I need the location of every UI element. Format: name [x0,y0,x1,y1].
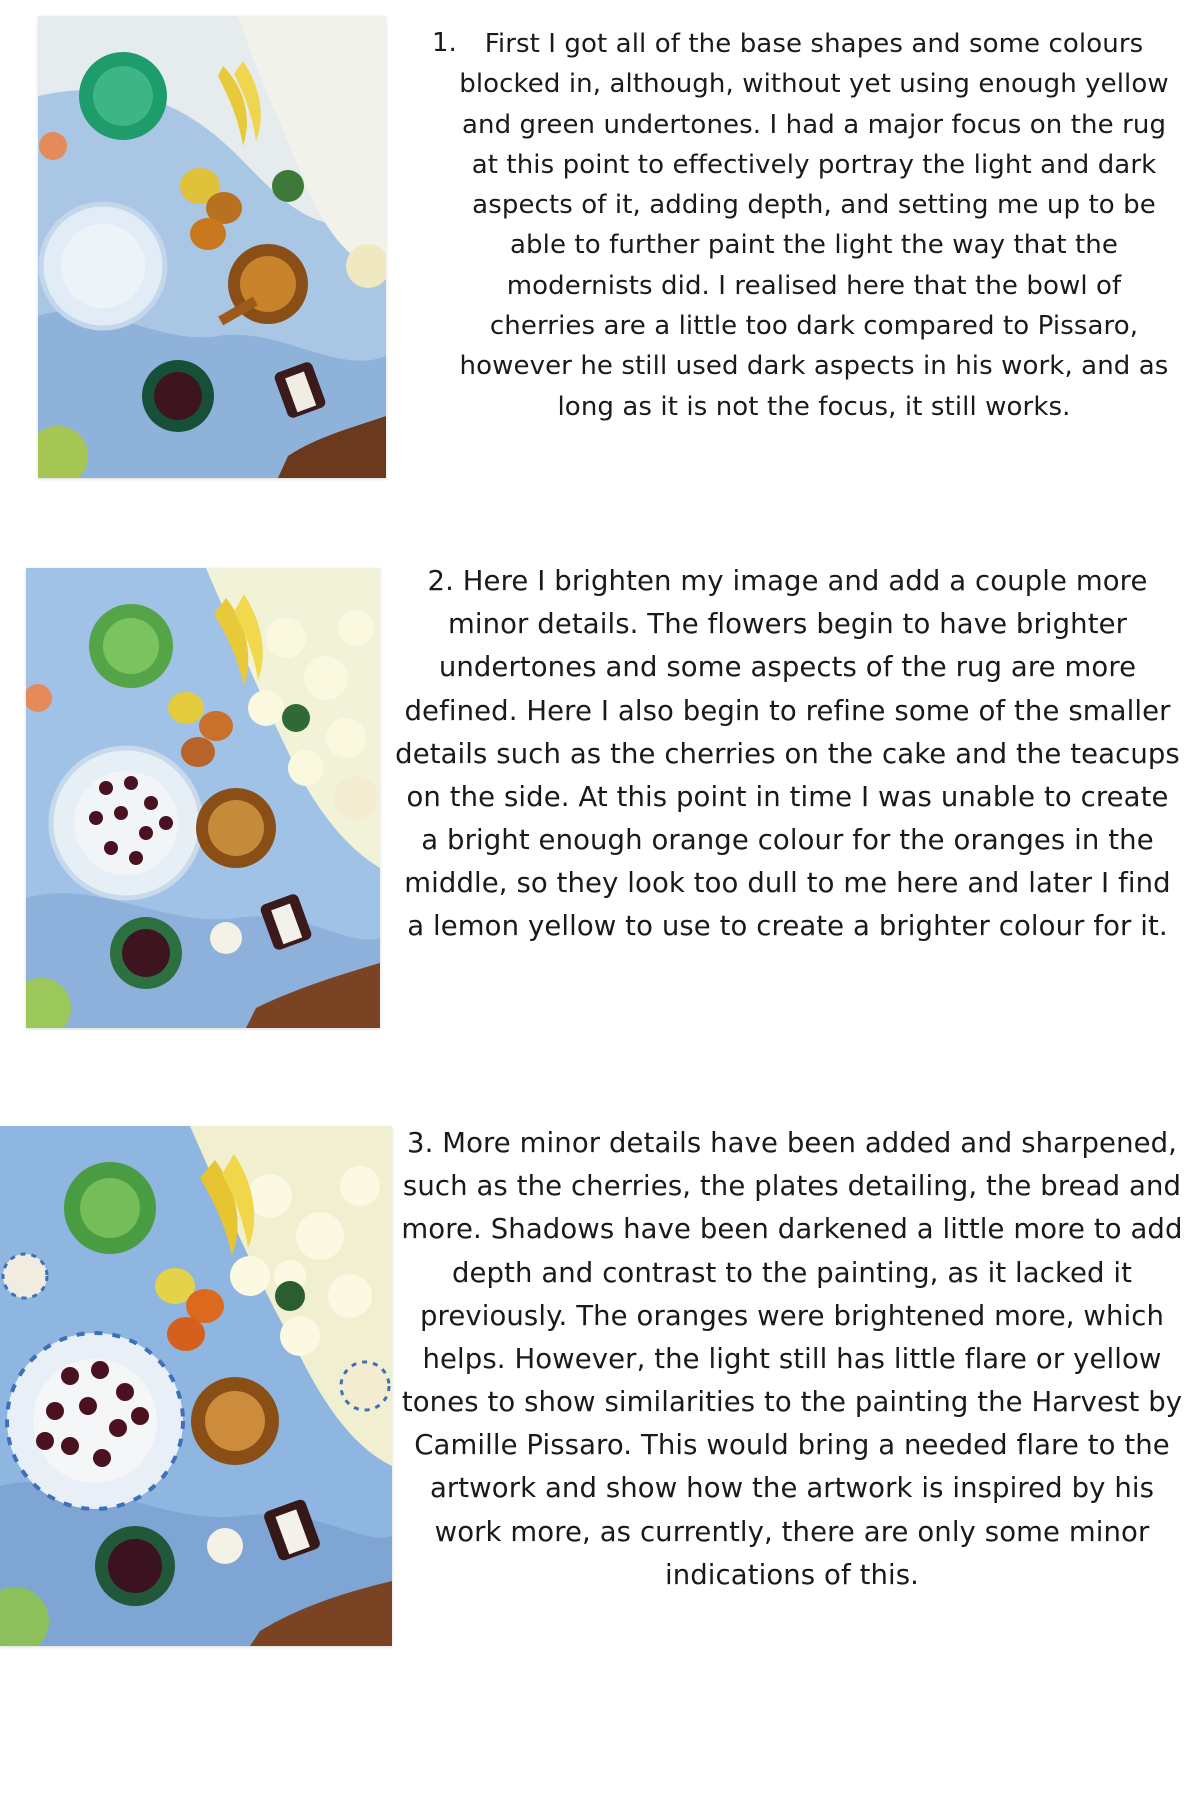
painting-2-artwork [26,568,380,1028]
step-3-description: 3. More minor details have been added and sharpened, such as the cherries, the plates detailing, the bread and more. Shadows have been darkened a little more to add depth and contrast to the painting, as it lacked it previously. The oranges were brightened more, which helps. However, the light still has little flare or yellow tones to show similarities to the painting the Harvest by Camille Pissaro. This would bring a needed flare to the artwork and show how the artwork is inspired by his work more, as currently, there are only some minor indications of this. [401,1127,1183,1591]
painting-1-artwork [38,16,386,478]
painting-3-artwork [0,1126,392,1646]
step-1-number: 1. [432,28,457,58]
step-1-description: First I got all of the base shapes and some colours blocked in, although, without yet using enough yellow and green undertones. I had a major focus on the rug at this point to effectively portray the light and dark aspects of it, adding depth, and setting me up to be able to further paint the light the way that the modernists did. I realised here that the bowl of cherries are a little too dark compared to Pissaro, however he still used dark aspects in his work, and as long as it is not the focus, it still works. [459,29,1169,422]
painting-progress-stage-2 [26,568,380,1028]
painting-progress-stage-3 [0,1126,392,1646]
step-2-description: 2. Here I brighten my image and add a couple more minor details. The flowers begin to have brighter undertones and some aspects of the rug are more defined. Here I also begin to refine some of the smaller details such as the cherries on the cake and the teacups on the side. At this point in time I was unable to create a bright enough orange colour for the oranges in the middle, so they look too dull to me here and later I find a lemon yellow to use to create a brighter colour for it. [395,565,1180,943]
painting-progress-stage-1 [38,16,386,478]
